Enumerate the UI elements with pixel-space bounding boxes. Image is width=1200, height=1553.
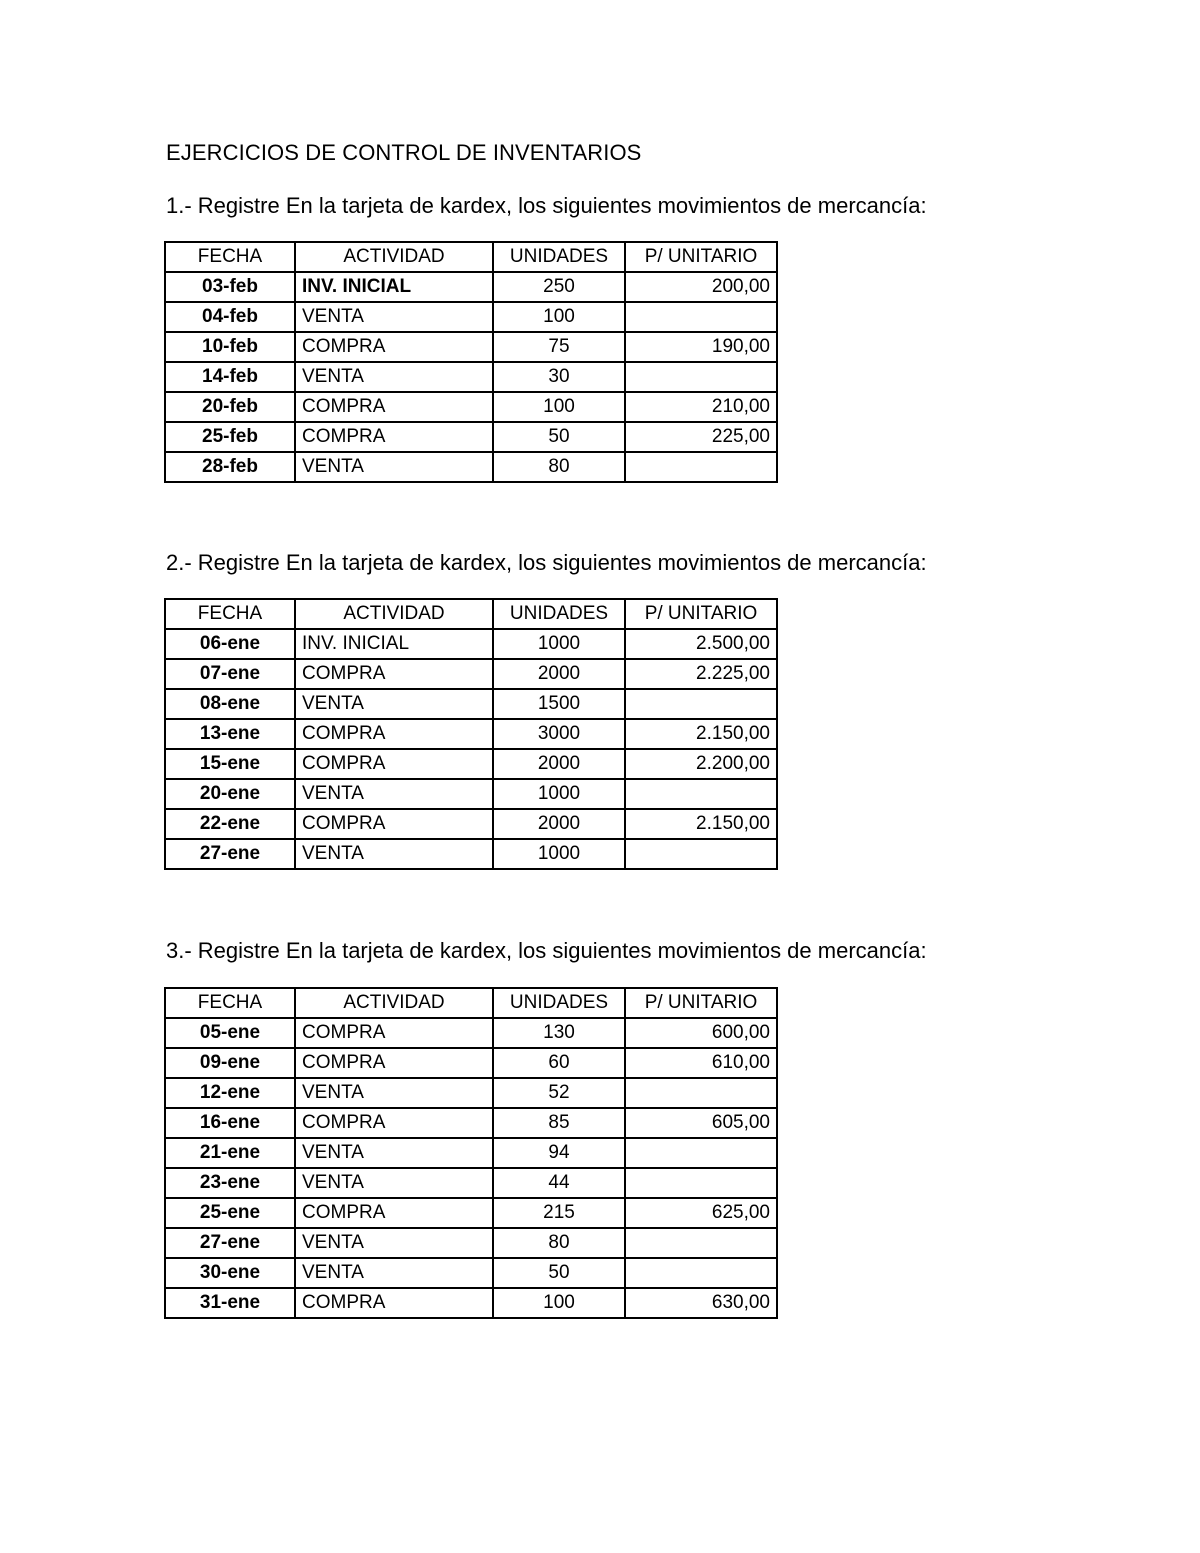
cell-precio-unitario: 190,00 — [625, 332, 777, 362]
table-row — [165, 1108, 777, 1138]
cell-precio-unitario — [625, 452, 777, 482]
exercise-3-table — [164, 987, 778, 1319]
header-fecha: FECHA — [165, 242, 295, 272]
cell-precio-unitario — [625, 1168, 777, 1198]
cell-precio-unitario — [625, 779, 777, 809]
cell-actividad: COMPRA — [295, 1018, 493, 1048]
exercise-2-prompt: 2.- Registre En la tarjeta de kardex, los siguientes movimientos de mercancía: — [166, 550, 927, 575]
table-row — [165, 332, 777, 362]
cell-unidades: 3000 — [493, 719, 625, 749]
table-row — [165, 1048, 777, 1078]
header-fecha: FECHA — [165, 599, 295, 629]
cell-precio-unitario: 210,00 — [625, 392, 777, 422]
cell-unidades: 130 — [493, 1018, 625, 1048]
cell-precio-unitario: 2.150,00 — [625, 809, 777, 839]
cell-actividad: VENTA — [295, 1138, 493, 1168]
cell-actividad: COMPRA — [295, 659, 493, 689]
cell-actividad: VENTA — [295, 1168, 493, 1198]
exercise-3-prompt: 3.- Registre En la tarjeta de kardex, los siguientes movimientos de mercancía: — [166, 938, 927, 963]
header-precio-unitario: P/ UNITARIO — [625, 242, 777, 272]
cell-unidades: 1000 — [493, 839, 625, 869]
table-row — [165, 629, 777, 659]
cell-fecha: 16-ene — [165, 1108, 295, 1138]
cell-fecha: 13-ene — [165, 719, 295, 749]
cell-unidades: 94 — [493, 1138, 625, 1168]
cell-precio-unitario — [625, 362, 777, 392]
cell-fecha: 10-feb — [165, 332, 295, 362]
cell-fecha: 28-feb — [165, 452, 295, 482]
table-row — [165, 452, 777, 482]
cell-unidades: 2000 — [493, 749, 625, 779]
table-row — [165, 362, 777, 392]
cell-actividad: COMPRA — [295, 332, 493, 362]
cell-fecha: 03-feb — [165, 272, 295, 302]
table-row — [165, 1018, 777, 1048]
cell-unidades: 30 — [493, 362, 625, 392]
table-row — [165, 1258, 777, 1288]
cell-precio-unitario: 600,00 — [625, 1018, 777, 1048]
cell-actividad: COMPRA — [295, 1048, 493, 1078]
table-row — [165, 839, 777, 869]
cell-fecha: 05-ene — [165, 1018, 295, 1048]
header-unidades: UNIDADES — [493, 599, 625, 629]
table-row — [165, 1138, 777, 1168]
cell-precio-unitario: 610,00 — [625, 1048, 777, 1078]
table-row — [165, 302, 777, 332]
cell-fecha: 31-ene — [165, 1288, 295, 1318]
cell-precio-unitario: 2.225,00 — [625, 659, 777, 689]
cell-unidades: 250 — [493, 272, 625, 302]
cell-actividad: VENTA — [295, 1258, 493, 1288]
table-row — [165, 659, 777, 689]
cell-actividad: COMPRA — [295, 392, 493, 422]
cell-actividad: VENTA — [295, 302, 493, 332]
cell-fecha: 14-feb — [165, 362, 295, 392]
table-row — [165, 719, 777, 749]
cell-unidades: 52 — [493, 1078, 625, 1108]
table-row — [165, 422, 777, 452]
cell-actividad: COMPRA — [295, 1108, 493, 1138]
header-actividad: ACTIVIDAD — [295, 242, 493, 272]
cell-unidades: 50 — [493, 422, 625, 452]
cell-unidades: 80 — [493, 1228, 625, 1258]
cell-fecha: 27-ene — [165, 1228, 295, 1258]
cell-actividad: VENTA — [295, 1228, 493, 1258]
table-header-row — [165, 988, 777, 1018]
cell-precio-unitario — [625, 689, 777, 719]
header-precio-unitario: P/ UNITARIO — [625, 599, 777, 629]
table-row — [165, 392, 777, 422]
page-title: EJERCICIOS DE CONTROL DE INVENTARIOS — [166, 140, 642, 165]
cell-precio-unitario: 2.500,00 — [625, 629, 777, 659]
cell-actividad: COMPRA — [295, 749, 493, 779]
cell-unidades: 85 — [493, 1108, 625, 1138]
cell-precio-unitario: 2.150,00 — [625, 719, 777, 749]
cell-precio-unitario — [625, 1228, 777, 1258]
table-row — [165, 779, 777, 809]
header-actividad: ACTIVIDAD — [295, 988, 493, 1018]
cell-precio-unitario — [625, 1258, 777, 1288]
table-row — [165, 1288, 777, 1318]
cell-actividad: VENTA — [295, 839, 493, 869]
cell-fecha: 20-feb — [165, 392, 295, 422]
cell-actividad: VENTA — [295, 1078, 493, 1108]
table-row — [165, 1168, 777, 1198]
cell-unidades: 1000 — [493, 779, 625, 809]
cell-fecha: 06-ene — [165, 629, 295, 659]
table-row — [165, 749, 777, 779]
cell-unidades: 60 — [493, 1048, 625, 1078]
cell-unidades: 100 — [493, 392, 625, 422]
cell-precio-unitario: 200,00 — [625, 272, 777, 302]
cell-unidades: 1500 — [493, 689, 625, 719]
cell-unidades: 50 — [493, 1258, 625, 1288]
cell-unidades: 2000 — [493, 809, 625, 839]
cell-unidades: 80 — [493, 452, 625, 482]
table-row — [165, 689, 777, 719]
header-precio-unitario: P/ UNITARIO — [625, 988, 777, 1018]
cell-unidades: 44 — [493, 1168, 625, 1198]
cell-precio-unitario — [625, 302, 777, 332]
header-unidades: UNIDADES — [493, 988, 625, 1018]
cell-actividad: COMPRA — [295, 719, 493, 749]
cell-unidades: 75 — [493, 332, 625, 362]
cell-fecha: 21-ene — [165, 1138, 295, 1168]
cell-fecha: 07-ene — [165, 659, 295, 689]
cell-fecha: 22-ene — [165, 809, 295, 839]
cell-actividad: INV. INICIAL — [295, 629, 493, 659]
cell-unidades: 2000 — [493, 659, 625, 689]
cell-precio-unitario — [625, 839, 777, 869]
header-actividad: ACTIVIDAD — [295, 599, 493, 629]
cell-fecha: 25-ene — [165, 1198, 295, 1228]
cell-fecha: 27-ene — [165, 839, 295, 869]
cell-fecha: 08-ene — [165, 689, 295, 719]
cell-unidades: 100 — [493, 1288, 625, 1318]
cell-precio-unitario: 630,00 — [625, 1288, 777, 1318]
cell-precio-unitario — [625, 1078, 777, 1108]
cell-precio-unitario — [625, 1138, 777, 1168]
table-row — [165, 272, 777, 302]
cell-unidades: 1000 — [493, 629, 625, 659]
cell-precio-unitario: 625,00 — [625, 1198, 777, 1228]
exercise-1-table — [164, 241, 778, 483]
cell-actividad: COMPRA — [295, 422, 493, 452]
header-unidades: UNIDADES — [493, 242, 625, 272]
table-row — [165, 809, 777, 839]
cell-actividad: INV. INICIAL — [295, 272, 493, 302]
table-row — [165, 1198, 777, 1228]
exercise-2-table — [164, 598, 778, 870]
table-row — [165, 1078, 777, 1108]
cell-unidades: 215 — [493, 1198, 625, 1228]
cell-fecha: 04-feb — [165, 302, 295, 332]
cell-actividad: VENTA — [295, 689, 493, 719]
cell-actividad: COMPRA — [295, 1288, 493, 1318]
table-row — [165, 1228, 777, 1258]
cell-actividad: COMPRA — [295, 809, 493, 839]
cell-fecha: 15-ene — [165, 749, 295, 779]
table-header-row — [165, 242, 777, 272]
cell-actividad: COMPRA — [295, 1198, 493, 1228]
table-header-row — [165, 599, 777, 629]
exercise-1-prompt: 1.- Registre En la tarjeta de kardex, los siguientes movimientos de mercancía: — [166, 193, 927, 218]
cell-fecha: 25-feb — [165, 422, 295, 452]
cell-actividad: VENTA — [295, 452, 493, 482]
cell-unidades: 100 — [493, 302, 625, 332]
cell-precio-unitario: 225,00 — [625, 422, 777, 452]
cell-actividad: VENTA — [295, 779, 493, 809]
cell-fecha: 20-ene — [165, 779, 295, 809]
header-fecha: FECHA — [165, 988, 295, 1018]
cell-precio-unitario: 605,00 — [625, 1108, 777, 1138]
cell-fecha: 09-ene — [165, 1048, 295, 1078]
cell-fecha: 23-ene — [165, 1168, 295, 1198]
cell-precio-unitario: 2.200,00 — [625, 749, 777, 779]
cell-actividad: VENTA — [295, 362, 493, 392]
cell-fecha: 30-ene — [165, 1258, 295, 1288]
cell-fecha: 12-ene — [165, 1078, 295, 1108]
